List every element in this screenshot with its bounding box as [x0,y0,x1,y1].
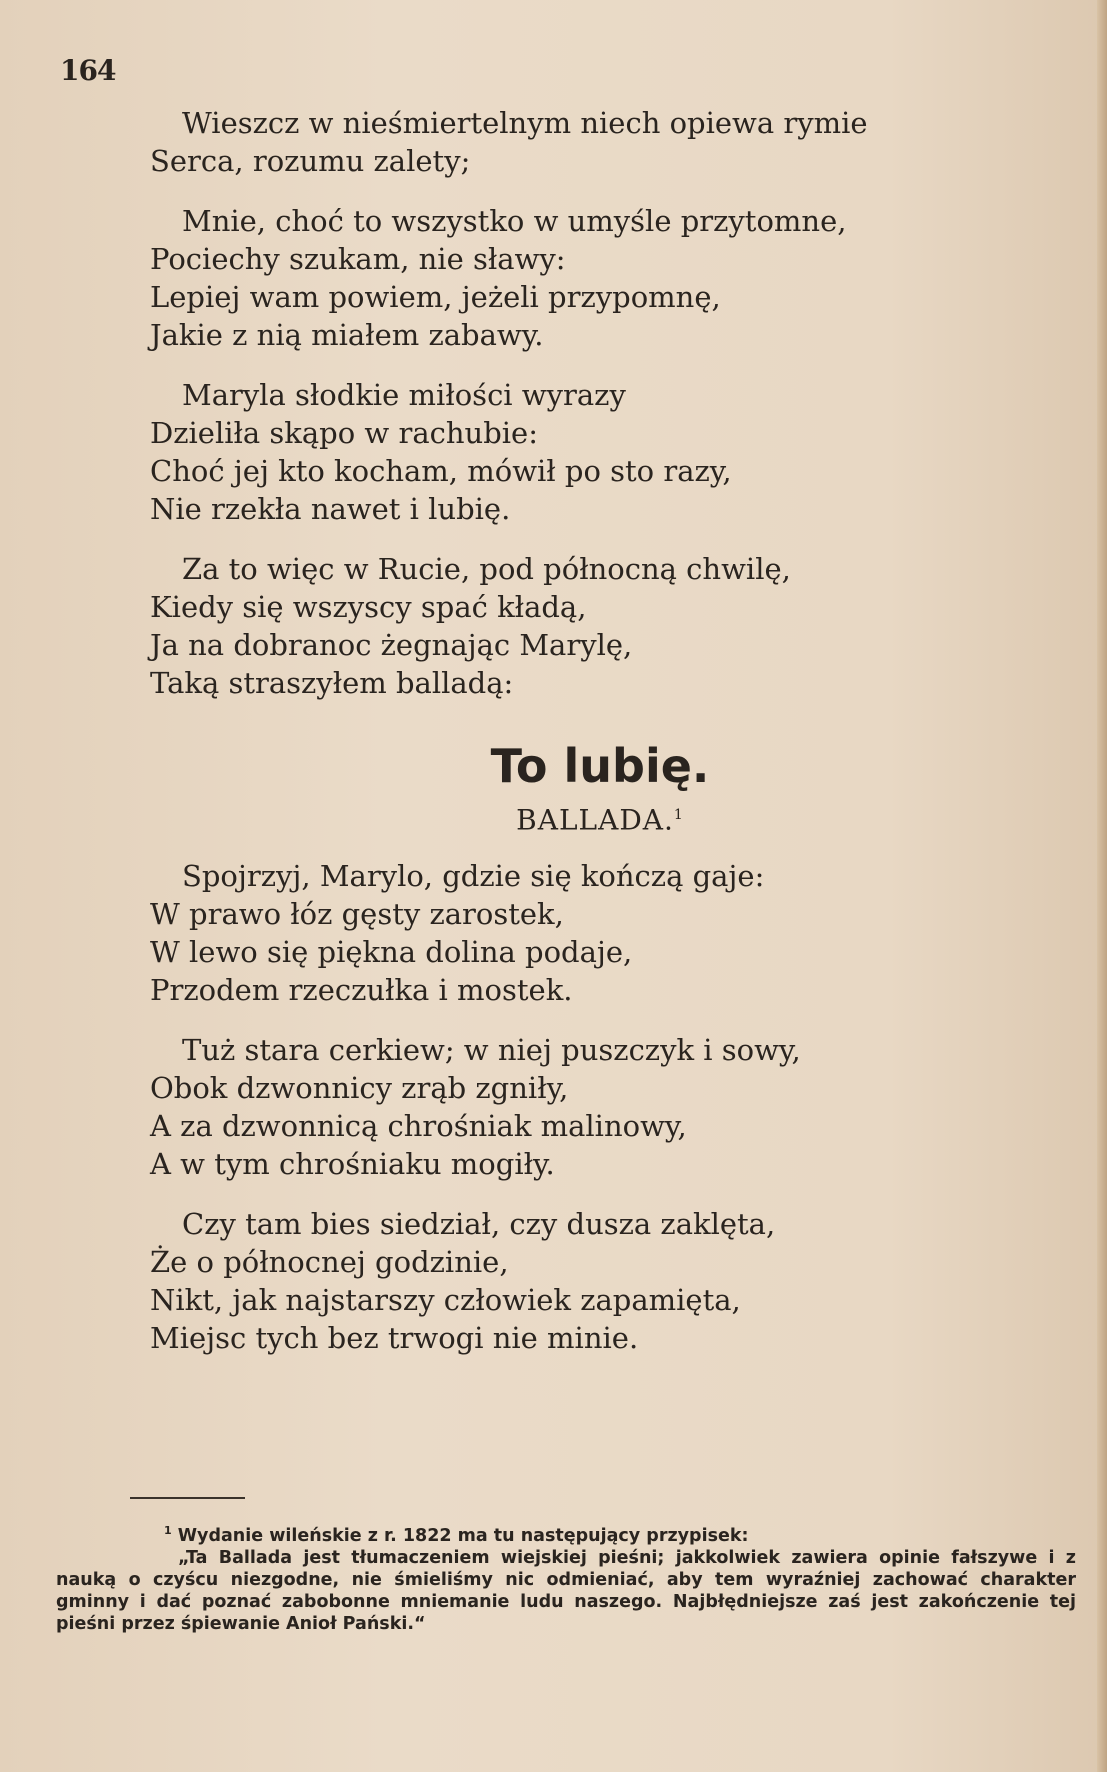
intro-stanza [150,104,1050,180]
page-edge [1097,0,1107,1772]
verse-line: Miejsc tych bez trwogi nie minie. [150,1321,639,1356]
verse-line: Taką straszyłem balladą: [150,666,514,700]
footnote-divider [130,1497,245,1499]
footnote-intro: Wydanie wileńskie z r. 1822 ma tu następujący przypisek: [177,1525,749,1546]
verse-line: W lewo się piękna dolina podaje, [150,935,633,970]
verse-line: Że o północnej godzinie, [150,1245,509,1280]
verse-line: Jakie z nią miałem zabawy. [150,318,544,352]
footnote-marker: 1 [164,1524,172,1537]
verse-line: Lepiej wam powiem, jeżeli przypomnę, [150,280,721,314]
verse-line: Spojrzyj, Marylo, gdzie się kończą gaje: [182,859,765,894]
intro-stanza [150,376,1050,528]
verse-line: Pociechy szukam, nie sławy: [150,242,566,276]
ballad-stanza [150,857,1050,1009]
verse-line: Ja na dobranoc żegnając Marylę, [150,628,633,662]
footnote [56,1520,1076,1635]
verse-line: Za to więc w Rucie, pod północną chwilę, [182,552,791,586]
verse-line: Nikt, jak najstarszy człowiek zapamięta, [150,1283,741,1318]
verse-line: Maryla słodkie miłości wyrazy [182,378,626,412]
verse-line: Przodem rzeczułka i mostek. [150,973,573,1008]
verse-line: Choć jej kto kocham, mówił po sto razy, [150,454,732,488]
ballad-title: To lubię. [490,739,710,793]
footnote-reference: 1 [673,807,684,823]
verse-line: Czy tam bies siedział, czy dusza zaklęta, [182,1207,776,1242]
verse-line: Mnie, choć to wszystko w umyśle przytomne, [182,204,847,238]
ballad-stanza [150,1205,1050,1357]
verse-line: Dzieliła skąpo w rachubie: [150,416,538,450]
verse-line: Wieszcz w nieśmiertelnym niech opiewa rymie [182,106,868,140]
verse-line: Kiedy się wszyscy spać kładą, [150,590,587,624]
verse-line: A w tym chrośniaku mogiły. [150,1147,555,1182]
verse-line: W prawo łóz gęsty zarostek, [150,897,564,932]
verse-line: Obok dzwonnicy zrąb zgniły, [150,1071,569,1106]
verse-line: Serca, rozumu zalety; [150,144,471,178]
verse-line: A za dzwonnicą chrośniak malinowy, [150,1109,687,1144]
poem-text [150,104,1050,1379]
footnote-first-line [56,1520,1076,1547]
footnote-quote: „Ta Ballada jest tłumaczeniem wiejskiej pieśni; jakkolwiek zawiera opinie fałszywe i z nauką o czyścu niezgodne, nie śmieliśmy nic odmieniać, aby tem wyraźniej zachować charakter gminny i dać poznać zabobonne mniemanie ludu naszego. Najbłędniejsze zaś jest zakończenie tej pieśni przez śpiewanie Anioł Pański.“ [56,1547,1076,1634]
verse-line: Tuż stara cerkiew; w niej puszczyk i sowy, [182,1033,801,1068]
verse-line: Nie rzekła nawet i lubię. [150,492,511,526]
ballad-subtitle-text: BALLADA. [516,803,674,837]
intro-stanza [150,550,1050,702]
intro-stanza [150,202,1050,354]
ballad-subtitle [150,798,1050,837]
page-number: 164 [60,54,116,87]
ballad-stanza [150,1031,1050,1183]
